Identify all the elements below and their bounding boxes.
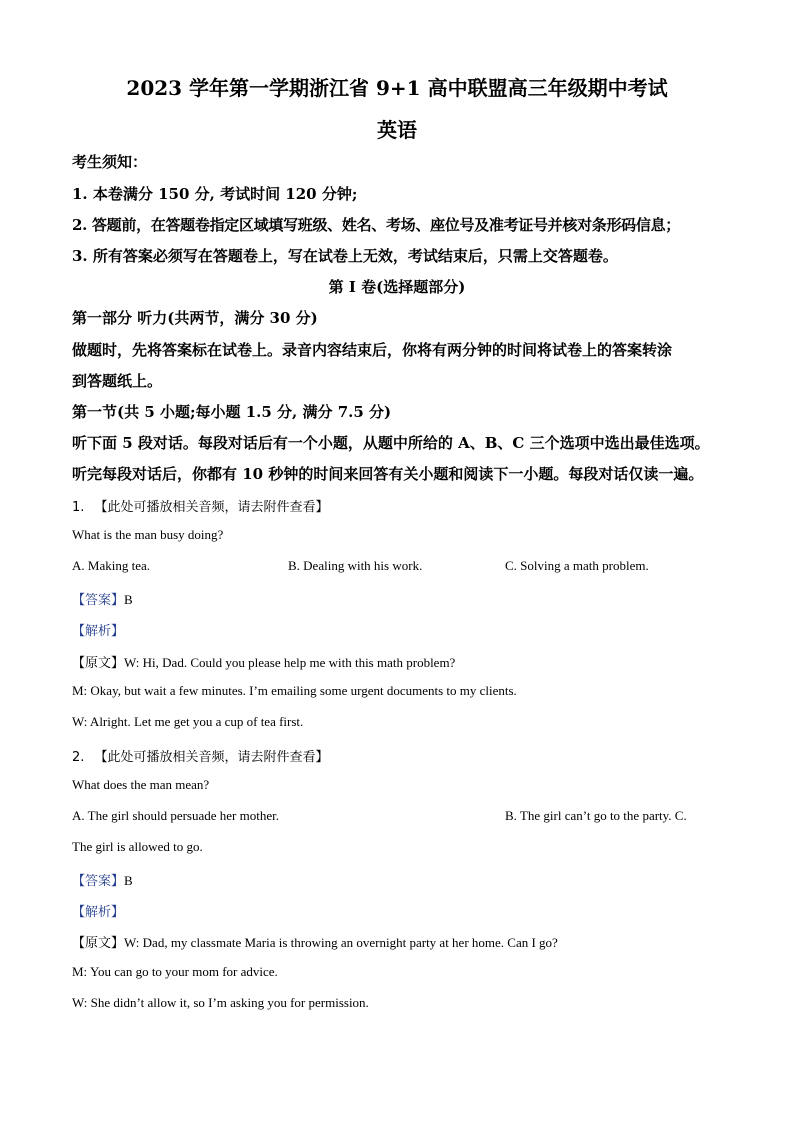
audio-note[interactable]: 【此处可播放相关音频，请去附件查看】 bbox=[94, 500, 329, 515]
transcript-line: W: Hi, Dad. Could you please help me with this math problem? bbox=[124, 655, 456, 670]
transcript-line: W: Dad, my classmate Maria is throwing an overnight party at her home. Can I go? bbox=[124, 935, 558, 950]
notice-item-3: 3. 所有答案必须写在答题卷上，写在试卷上无效，考试结束后，只需上交答题卷。 bbox=[72, 247, 618, 265]
audio-note[interactable]: 【此处可播放相关音频，请去附件查看】 bbox=[94, 750, 329, 765]
question-1-stem: What is the man busy doing? bbox=[72, 527, 224, 542]
question-1-option-c: C. Solving a math problem. bbox=[505, 558, 649, 573]
question-number: 2. bbox=[72, 750, 85, 765]
part1-heading: 第一部分 听力(共两节，满分 30 分) bbox=[72, 309, 318, 327]
question-1-header bbox=[72, 496, 329, 515]
answer-tag: 【答案】 bbox=[72, 593, 125, 608]
question-1-answer bbox=[72, 589, 133, 608]
part1-instruction-1: 做题时，先将答案标在试卷上。录音内容结束后，你将有两分钟的时间将试卷上的答案转涂 bbox=[72, 341, 673, 359]
question-number: 1. bbox=[72, 500, 85, 515]
question-2-option-b: B. The girl can’t go to the party. C. bbox=[505, 808, 687, 823]
question-2-transcript-1 bbox=[72, 932, 558, 951]
question-2-header bbox=[72, 746, 329, 765]
question-1-option-a: A. Making tea. bbox=[72, 558, 150, 573]
question-1-analysis-tag: 【解析】 bbox=[72, 624, 125, 639]
question-2-analysis-tag: 【解析】 bbox=[72, 905, 125, 920]
question-1-transcript-1 bbox=[72, 652, 455, 671]
part1-instruction-2: 到答题纸上。 bbox=[72, 372, 163, 390]
answer-value: B bbox=[124, 592, 133, 607]
subject-title: 英语 bbox=[377, 118, 417, 142]
transcript-tag: 【原文】 bbox=[72, 936, 125, 951]
question-1-transcript-3: W: Alright. Let me get you a cup of tea first. bbox=[72, 714, 304, 729]
volume-title: 第 I 卷(选择题部分) bbox=[328, 278, 466, 296]
exam-title: 2023 学年第一学期浙江省 9+1 高中联盟高三年级期中考试 bbox=[126, 76, 668, 100]
section1-instruction-1: 听下面 5 段对话。每段对话后有一个小题，从题中所给的 A、B、C 三个选项中选出最佳选项。 bbox=[72, 434, 710, 452]
answer-tag: 【答案】 bbox=[72, 874, 125, 889]
question-2-transcript-3: W: She didn’t allow it, so I’m asking you for permission. bbox=[72, 995, 369, 1010]
notice-heading: 考生须知： bbox=[72, 153, 148, 171]
question-2-answer bbox=[72, 870, 133, 889]
question-2-stem: What does the man mean? bbox=[72, 777, 210, 792]
transcript-tag: 【原文】 bbox=[72, 656, 125, 671]
notice-item-1: 1. 本卷满分 150 分, 考试时间 120 分钟; bbox=[72, 185, 358, 203]
answer-value: B bbox=[124, 873, 133, 888]
question-2-option-c: The girl is allowed to go. bbox=[72, 839, 203, 854]
section1-heading: 第一节(共 5 小题;每小题 1.5 分, 满分 7.5 分) bbox=[72, 403, 392, 421]
section1-instruction-2: 听完每段对话后，你都有 10 秒钟的时间来回答有关小题和阅读下一小题。每段对话仅读一遍。 bbox=[72, 465, 704, 483]
question-1-option-b: B. Dealing with his work. bbox=[288, 558, 423, 573]
notice-item-2: 2. 答题前，在答题卷指定区域填写班级、姓名、考场、座位号及准考证号并核对条形码信息； bbox=[72, 216, 680, 234]
question-1-transcript-2: M: Okay, but wait a few minutes. I’m emailing some urgent documents to my clients. bbox=[72, 683, 517, 698]
question-2-option-a: A. The girl should persuade her mother. bbox=[72, 808, 279, 823]
question-2-transcript-2: M: You can go to your mom for advice. bbox=[72, 964, 278, 979]
